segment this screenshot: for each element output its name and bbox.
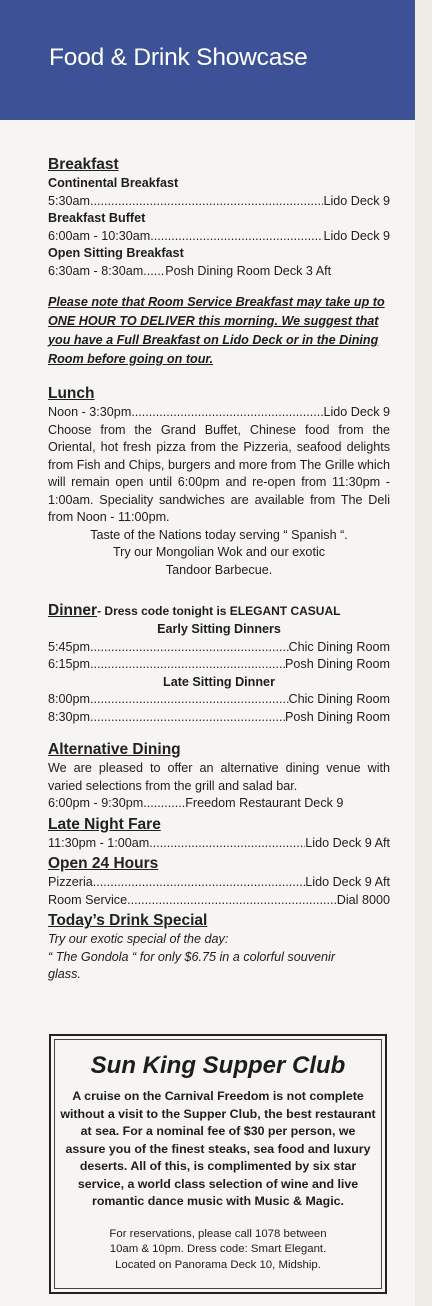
open24-place: Lido Deck 9 Aft [305,875,390,889]
dress-code: - Dress code tonight is ELEGANT CASUAL [97,604,341,618]
dinner-time: 8:30pm [48,709,91,724]
open24-place: Dial 8000 [336,892,390,907]
open24-row [48,892,390,910]
open24-name: Pizzeria [48,875,93,889]
dinner-time: 6:15pm [48,657,91,671]
dinner-time: 8:00pm [48,692,91,706]
breakfast-item-name: Open Sitting Breakfast [48,246,184,260]
dinner-place: Posh Dining Room [285,709,390,724]
open24-heading: Open 24 Hours [48,855,159,872]
dinner-time: 5:45pm [48,639,91,654]
dot-leader [127,892,337,910]
supper-club-body: A cruise on the Carnival Freedom is not complete without a visit to the Supper Club, the best restaurant at sea. For a nominal fee of $30 per person, we assure you of the finest steaks, sea food and luxury deserts. All of this, is complimented by six star service, a world class selection of wine and live romantic dance music with Music & Magic. [60,1089,376,1208]
late-night-row [48,835,390,853]
dinner-row [48,691,390,709]
drink-special: “ The Gondola “ for only $6.75 in a colorful souvenir glass. [48,949,336,981]
alternative-row [48,795,390,813]
supper-club-title: Sun King Supper Club [90,1052,346,1079]
dinner-row [48,656,390,674]
breakfast-place: Lido Deck 9 [323,228,390,243]
breakfast-place: Posh Dining Room Deck 3 Aft [165,263,332,278]
breakfast-heading: Breakfast [48,156,119,173]
dot-leader [131,404,323,422]
open24-name: Room Service [48,892,128,907]
dinner-place: Posh Dining Room [285,657,390,671]
breakfast-place: Lido Deck 9 [323,193,390,208]
open24-row [48,874,390,892]
lunch-time: Noon - 3:30pm [48,405,132,419]
dot-leader [90,691,288,709]
room-service-note: Please note that Room Service Breakfast may take up to ONE HOUR TO DELIVER this morning. We suggest that you have a Full Breakfast on Lido Deck or in the Dining Room before going on tour. [48,295,385,366]
drink-intro: Try our exotic special of the day: [48,932,229,946]
taste-of-nations: Taste of the Nations today serving “ Spanish “. [90,527,348,542]
lunch-time-row [48,404,390,422]
dot-leader [150,228,323,246]
dinner-row [48,639,390,657]
page-edge [415,0,432,1306]
dress-code-line: 10am & 10pm. Dress code: Smart Elegant. [109,1243,327,1255]
location-line: Located on Panorama Deck 10, Midship. [115,1258,321,1271]
dinner-heading-row [48,601,390,621]
menu-content [48,155,390,984]
dot-leader [90,709,285,727]
breakfast-item-row [48,228,390,246]
dot-leader [149,835,305,853]
dinner-place: Chic Dining Room [288,692,390,706]
alternative-heading: Alternative Dining [48,741,181,758]
dot-leader [143,795,185,813]
late-night-place: Lido Deck 9 Aft [305,835,390,850]
supper-club-inner-border [54,1039,382,1289]
dinner-heading: Dinner [48,602,98,619]
dot-leader [90,656,285,674]
lunch-description: Choose from the Grand Buffet, Chinese food from the Oriental, hot fresh pizza from the Pizzeria, seafood delights from Fish and Chips, burgers and more from The Grille which will remain open until 6:00pm and re-open from 11:30pm - 1:00am. Speciality sandwiches are available from The Deli from Noon - 11:00pm. [48,422,390,524]
breakfast-time: 6:00am - 10:30am [48,228,151,243]
breakfast-item-row [48,263,390,281]
breakfast-time: 6:30am - 8:30am [48,263,144,278]
late-night-heading: Late Night Fare [48,815,161,833]
dot-leader [90,639,288,657]
dot-leader [90,193,323,211]
dinner-place: Chic Dining Room [288,639,390,654]
breakfast-time: 5:30am [48,193,91,208]
dinner-row [48,709,390,727]
supper-club-footer [55,1227,381,1274]
lunch-heading: Lunch [48,385,95,402]
header-banner [0,0,415,120]
alternative-description: We are pleased to offer an alternative dining venue with varied selections from the grill and salad bar. [48,761,390,793]
late-sitting-heading: Late Sitting Dinner [163,674,275,689]
breakfast-item-name: Continental Breakfast [48,176,179,190]
late-night-time: 11:30pm - 1:00am [48,835,150,850]
breakfast-item-row [48,193,390,211]
supper-club-box [49,1034,387,1294]
drink-heading: Today’s Drink Special [48,912,208,929]
page-title: Food & Drink Showcase [49,44,308,71]
alternative-place: Freedom Restaurant Deck 9 [185,796,344,810]
dot-leader [143,263,165,281]
alternative-time: 6:00pm - 9:30pm [48,796,144,810]
breakfast-item-name: Breakfast Buffet [48,211,146,225]
early-sitting-heading: Early Sitting Dinners [157,622,281,636]
mongolian-wok: Try our Mongolian Wok and our exotic Tandoor Barbecue. [112,545,326,577]
reservation-line: For reservations, please call 1078 between [109,1227,327,1240]
lunch-place: Lido Deck 9 [323,405,390,419]
dot-leader [93,874,305,892]
